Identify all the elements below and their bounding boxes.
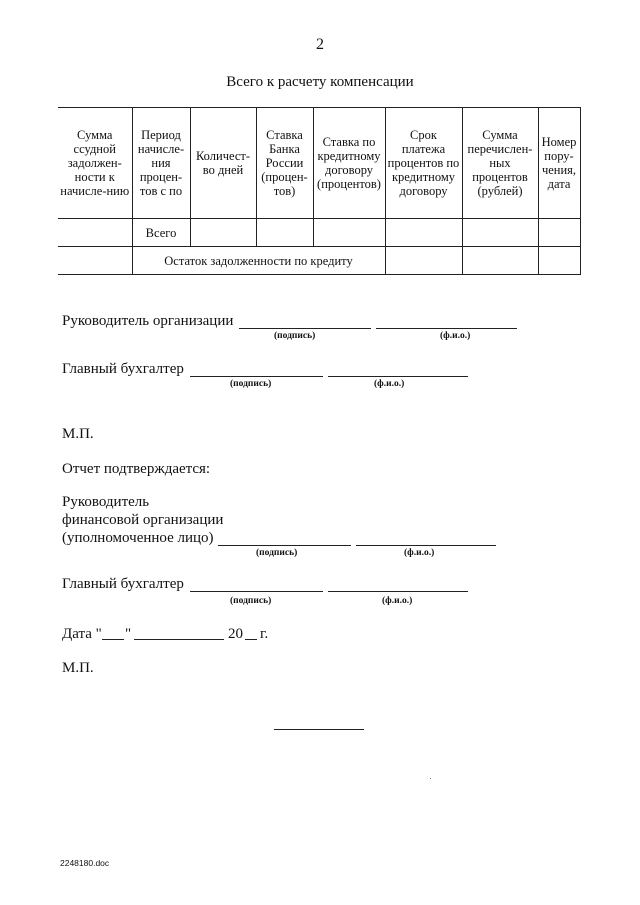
table-cell [313, 219, 385, 247]
total-label: Всего [132, 219, 190, 247]
sig4-sign-line [190, 591, 323, 592]
page-title: Всего к расчету компенсации [226, 74, 414, 90]
sig1-name-line [376, 328, 517, 329]
table-cell [538, 219, 580, 247]
sig2-sign-caption: (подпись) [230, 379, 272, 389]
compensation-table [58, 107, 581, 275]
header-cell: Сумма ссудной задолжен-ности к начисле-нию [58, 108, 132, 219]
sig4-label: Главный бухгалтер [62, 576, 184, 592]
table-cell [385, 247, 462, 275]
table-row-remainder [58, 247, 580, 275]
sig3-line1: Руководитель [62, 494, 150, 510]
sig3-line3: (уполномоченное лицо) [62, 530, 214, 546]
date-day-line [102, 639, 124, 640]
date-month-line [134, 639, 224, 640]
header-cell: Ставка по кредитному договору (процентов) [313, 108, 385, 219]
sig2-name-caption: (ф.и.о.) [374, 379, 405, 389]
date-year-suffix: г. [260, 626, 269, 642]
sig3-name-caption: (ф.и.о.) [404, 548, 435, 558]
sig3-line2: финансовой организации [62, 512, 224, 528]
confirm-text: Отчет подтверждается: [62, 461, 211, 477]
sig1-sign-caption: (подпись) [274, 331, 316, 341]
header-cell: Срок платежа процентов по кредитному договору [385, 108, 462, 219]
sig1-name-caption: (ф.и.о.) [440, 331, 471, 341]
sig2-label: Главный бухгалтер [62, 361, 184, 377]
sig4-name-line [328, 591, 468, 592]
sig4-sign-caption: (подпись) [230, 596, 272, 606]
page-number: 2 [316, 36, 324, 53]
sig3-name-line [356, 545, 496, 546]
sig1-sign-line [239, 328, 371, 329]
sig2-sign-line [190, 376, 323, 377]
scan-dot [430, 778, 431, 779]
sig2-name-line [328, 376, 468, 377]
sig3-sign-line [218, 545, 351, 546]
header-cell: Номер пору-чения, дата [538, 108, 580, 219]
remainder-label: Остаток задолженности по кредиту [132, 247, 385, 275]
table-header-row [58, 108, 580, 219]
stamp-place-1: М.П. [62, 426, 94, 442]
date-quote: " [125, 626, 132, 642]
header-cell: Количест-во дней [190, 108, 256, 219]
sig4-name-caption: (ф.и.о.) [382, 596, 413, 606]
table-cell [538, 247, 580, 275]
table-cell [256, 219, 313, 247]
table-cell [462, 247, 538, 275]
header-cell: Период начисле-ния процен-тов с по [132, 108, 190, 219]
sig3-sign-caption: (подпись) [256, 548, 298, 558]
header-cell: Ставка Банка России (процен-тов) [256, 108, 313, 219]
date-year-line [245, 639, 257, 640]
header-cell: Сумма перечислен-ных процентов (рублей) [462, 108, 538, 219]
table-row-total [58, 219, 580, 247]
closing-rule [274, 729, 364, 730]
table-cell [385, 219, 462, 247]
sig1-label: Руководитель организации [62, 313, 234, 329]
table-cell [58, 219, 132, 247]
table-cell [190, 219, 256, 247]
date-year-prefix: 20 [228, 626, 243, 642]
table-cell [462, 219, 538, 247]
doc-id: 2248180.doc [60, 858, 110, 868]
table-cell [58, 247, 132, 275]
stamp-place-2: М.П. [62, 660, 94, 676]
date-prefix: Дата " [62, 626, 102, 642]
